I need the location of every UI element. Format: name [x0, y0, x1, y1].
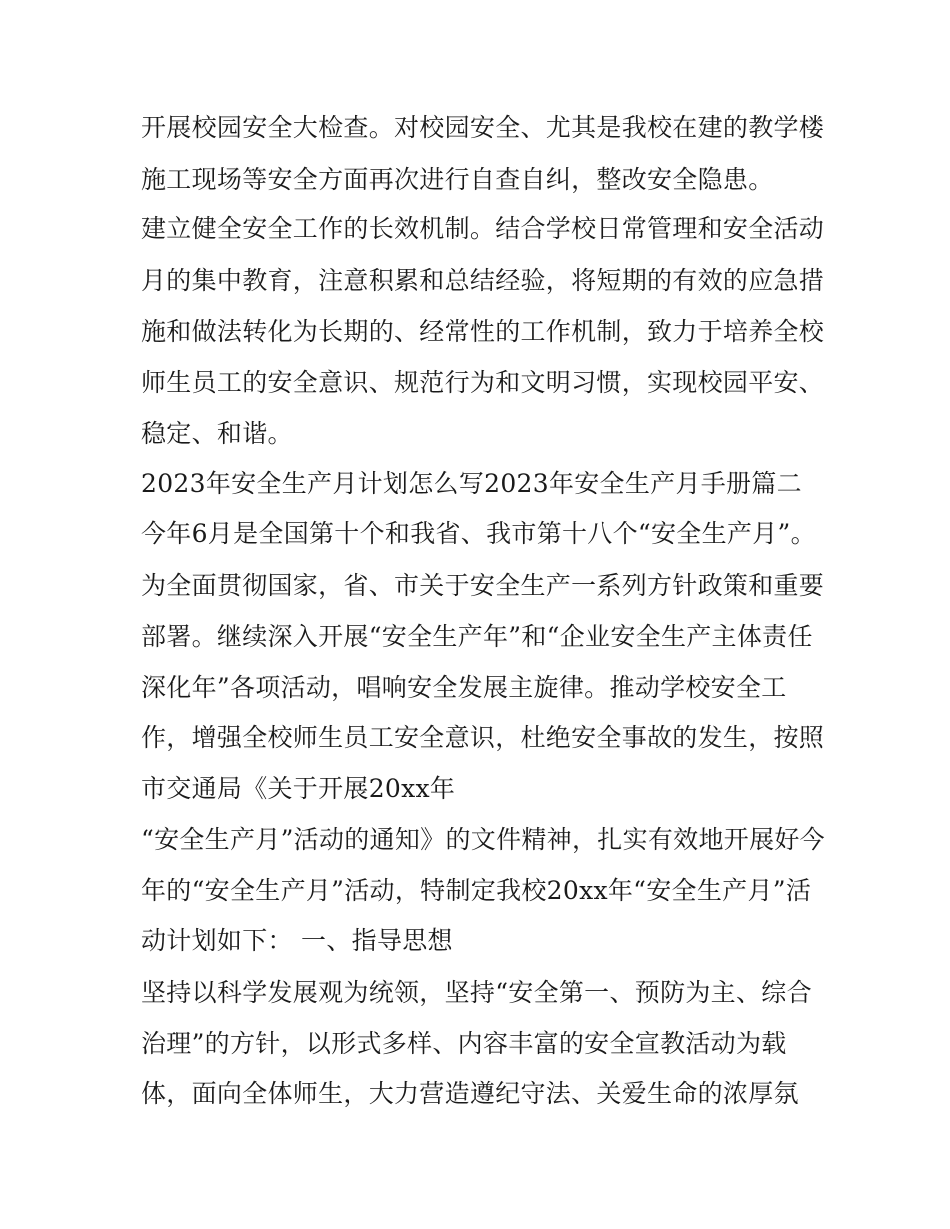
text-line: 动计划如下： 一、指导思想	[141, 926, 453, 955]
text-line: 年的“安全生产月”活动，特制定我校20xx年“安全生产月”活	[141, 876, 812, 905]
text-line: 施工现场等安全方面再次进行自查自纠，整改安全隐患。	[141, 165, 774, 194]
text-line: 作，增强全校师生员工安全意识，杜绝安全事故的发生，按照	[141, 723, 825, 752]
text-line: “安全生产月”活动的通知》的文件精神，扎实有效地开展好今	[141, 825, 825, 854]
text-line: 师生员工的安全意识、规范行为和文明习惯，实现校园平安、	[141, 368, 825, 397]
text-line: 月的集中教育，注意积累和总结经验，将短期的有效的应急措	[141, 266, 825, 295]
text-line: 市交通局《关于开展20xx年	[141, 774, 456, 803]
text-line: 部署。继续深入开展“安全生产年”和“企业安全生产主体责任	[141, 622, 813, 651]
text-line: 施和做法转化为长期的、经常性的工作机制，致力于培养全校	[141, 317, 825, 346]
text-line: 治理”的方针，以形式多样、内容丰富的安全宣教活动为载	[141, 1029, 787, 1058]
text-line: 坚持以科学发展观为统领，坚持“安全第一、预防为主、综合	[141, 978, 812, 1007]
text-line: 今年6月是全国第十个和我省、我市第十八个“安全生产月”。	[141, 519, 816, 548]
section-heading: 2023年安全生产月计划怎么写2023年安全生产月手册篇二	[141, 469, 802, 498]
text-line: 开展校园安全大检查。对校园安全、尤其是我校在建的教学楼	[141, 113, 825, 142]
text-line: 深化年”各项活动，唱响安全发展主旋律。推动学校安全工	[141, 673, 787, 702]
text-line: 稳定、和谐。	[141, 419, 293, 448]
text-line: 体，面向全体师生，大力营造遵纪守法、关爱生命的浓厚氛	[141, 1079, 799, 1108]
text-line: 建立健全安全工作的长效机制。结合学校日常管理和安全活动	[141, 214, 825, 243]
text-line: 为全面贯彻国家，省、市关于安全生产一系列方针政策和重要	[141, 571, 825, 600]
